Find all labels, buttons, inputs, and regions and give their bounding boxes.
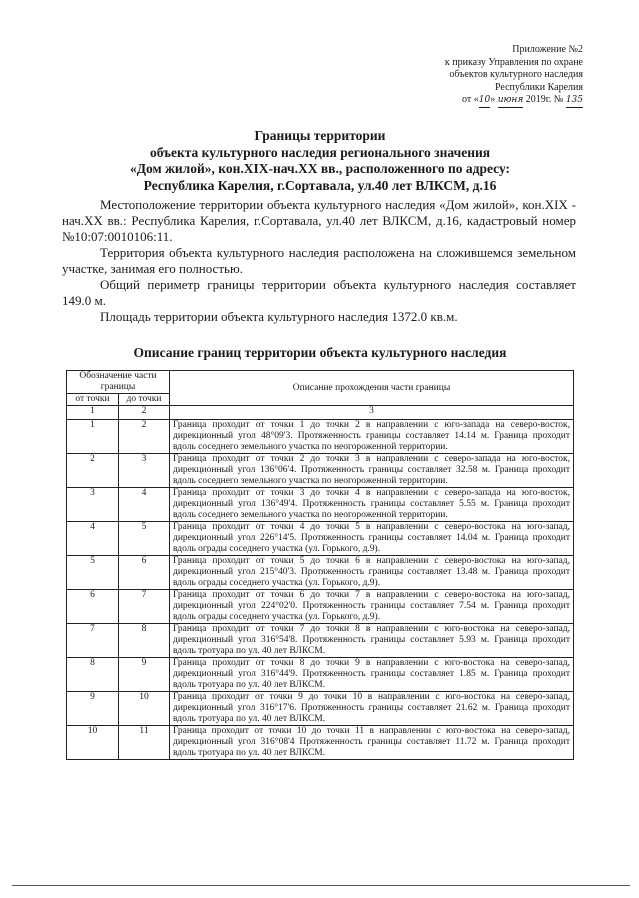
body-paragraph: Территория объекта культурного наследия расположена на сложившемся земельном участке, занимая его полностью.: [62, 245, 576, 276]
section-title: Описание границ территории объекта культурного наследия: [133, 345, 507, 360]
from-point: 9: [67, 692, 119, 726]
appendix-line: к приказу Управления по охране: [444, 56, 583, 68]
date-prefix: от «: [461, 94, 479, 105]
appendix-line: Республики Карелия: [494, 81, 583, 93]
appendix-line: Приложение №2: [512, 44, 583, 55]
to-point: 2: [119, 420, 170, 454]
to-point: 7: [119, 590, 170, 624]
from-point: 2: [67, 454, 119, 488]
table-row: [67, 658, 574, 692]
title-line: Границы территории: [254, 128, 386, 143]
table-row: [67, 590, 574, 624]
appendix-block: [343, 44, 583, 108]
table-row: [67, 522, 574, 556]
table-row: [67, 488, 574, 522]
segment-description: Граница проходит от точки 7 до точки 8 в направлении с юго-востока на северо-запад, дирекционный угол 316°54'8. Протяженность границы составляет 5.93 м. Граница проходит вдоль тротуара по ул. 40 лет ВЛКСМ.: [170, 624, 574, 658]
from-point: 7: [67, 624, 119, 658]
from-header: от точки: [67, 394, 119, 406]
title-line: Республика Карелия, г.Сортавала, ул.40 лет ВЛКСМ, д.16: [143, 177, 497, 193]
table-row: [67, 726, 574, 760]
date-month: июня: [498, 94, 524, 108]
segment-description: Граница проходит от точки 8 до точки 9 в направлении с юго-востока на северо-запад, дирекционный угол 316°44'9. Протяженность границы составляет 1.85 м. Граница проходит вдоль тротуара по ул. 40 лет ВЛКСМ.: [170, 658, 574, 692]
appendix-date-line: [343, 94, 583, 108]
date-year: 2019г. №: [525, 94, 564, 105]
body-paragraph: Площадь территории объекта культурного наследия 1372.0 кв.м.: [100, 309, 458, 324]
desc-header: Описание прохождения части границы: [170, 371, 574, 406]
group-header: Обозначение части границы: [67, 371, 170, 394]
title-line: объекта культурного наследия регионального значения: [149, 144, 491, 160]
date-day: 10: [479, 94, 490, 108]
table-row: [67, 624, 574, 658]
to-point: 10: [119, 692, 170, 726]
segment-description: Граница проходит от точки 2 до точки 3 в направлении с северо-запада на юго-восток, дирекционный угол 136°06'4. Протяженность границы составляет 32.58 м. Граница проходит вдоль соседнего земельного участка по неогороженной территории.: [170, 454, 574, 488]
segment-description: Граница проходит от точки 5 до точки 6 в направлении с северо-востока на юго-запад, дирекционный угол 215°40'3. Протяженность границы составляет 13.48 м. Граница проходит вдоль ограды соседнего участка (ул. Горького, д.9).: [170, 556, 574, 590]
index-cell: 2: [119, 406, 170, 420]
to-point: 5: [119, 522, 170, 556]
doc-number: 135: [566, 94, 583, 108]
from-point: 6: [67, 590, 119, 624]
to-point: 9: [119, 658, 170, 692]
to-point: 3: [119, 454, 170, 488]
index-cell: 3: [170, 406, 574, 420]
body-paragraph: Общий периметр границы территории объекта культурного наследия составляет 149.0 м.: [62, 277, 576, 308]
segment-description: Граница проходит от точки 6 до точки 7 в направлении с северо-востока на юго-запад, дирекционный угол 224°02'0. Протяженность границы составляет 7.54 м. Граница проходит вдоль ограды соседнего участка (ул. Горького, д.9).: [170, 590, 574, 624]
segment-description: Граница проходит от точки 3 до точки 4 в направлении с северо-запада на юго-восток, дирекционный угол 136°49'4. Протяженность границы составляет 5.55 м. Граница проходит вдоль соседнего земельного участка по неогороженной территории.: [170, 488, 574, 522]
title-line: «Дом жилой», кон.XIX-нач.XX вв., расположенного по адресу:: [129, 161, 511, 176]
table-row: [67, 556, 574, 590]
index-cell: 1: [67, 406, 119, 420]
to-header: до точки: [119, 394, 170, 406]
segment-description: Граница проходит от точки 1 до точки 2 в направлении с юго-запада на северо-восток, дирекционный угол 48°09'3. Протяженность границы составляет 14.14 м. Граница проходит вдоль соседнего земельного участка по неогороженной территории.: [170, 420, 574, 454]
from-point: 10: [67, 726, 119, 760]
from-point: 5: [67, 556, 119, 590]
from-point: 4: [67, 522, 119, 556]
from-point: 8: [67, 658, 119, 692]
table-row: [67, 420, 574, 454]
appendix-line: объектов культурного наследия: [449, 69, 583, 80]
from-point: 1: [67, 420, 119, 454]
table-row: [67, 692, 574, 726]
to-point: 4: [119, 488, 170, 522]
segment-description: Граница проходит от точки 4 до точки 5 в направлении с северо-востока на юго-запад, дирекционный угол 226°14'5. Протяженность границы составляет 14.04 м. Граница проходит вдоль ограды соседнего участка (ул. Горького, д.9).: [170, 522, 574, 556]
boundary-table: [66, 370, 574, 760]
to-point: 11: [119, 726, 170, 760]
to-point: 6: [119, 556, 170, 590]
to-point: 8: [119, 624, 170, 658]
from-point: 3: [67, 488, 119, 522]
body-paragraph: Местоположение территории объекта культурного наследия «Дом жилой», кон.XIX - нач.XX вв.: Республика Карелия, г.Сортавала, ул.40 лет ВЛКСМ, д.16, кадастровый номер №10:07:0010106:11.: [62, 197, 576, 244]
body-text: [62, 197, 576, 325]
table-row: [67, 454, 574, 488]
document-title: [80, 128, 560, 194]
segment-description: Граница проходит от точки 10 до точки 11 в направлении с юго-востока на северо-запад, дирекционный угол 316°08'4 Протяженность границы составляет 11.72 м. Граница проходит вдоль тротуара по ул. 40 лет ВЛКСМ.: [170, 726, 574, 760]
page-bottom-rule: [12, 885, 630, 886]
date-mid: »: [490, 94, 496, 105]
segment-description: Граница проходит от точки 9 до точки 10 в направлении с юго-востока на северо-запад, дирекционный угол 316°17'6. Протяженность границы составляет 21.62 м. Граница проходит вдоль тротуара по ул. 40 лет ВЛКСМ.: [170, 692, 574, 726]
